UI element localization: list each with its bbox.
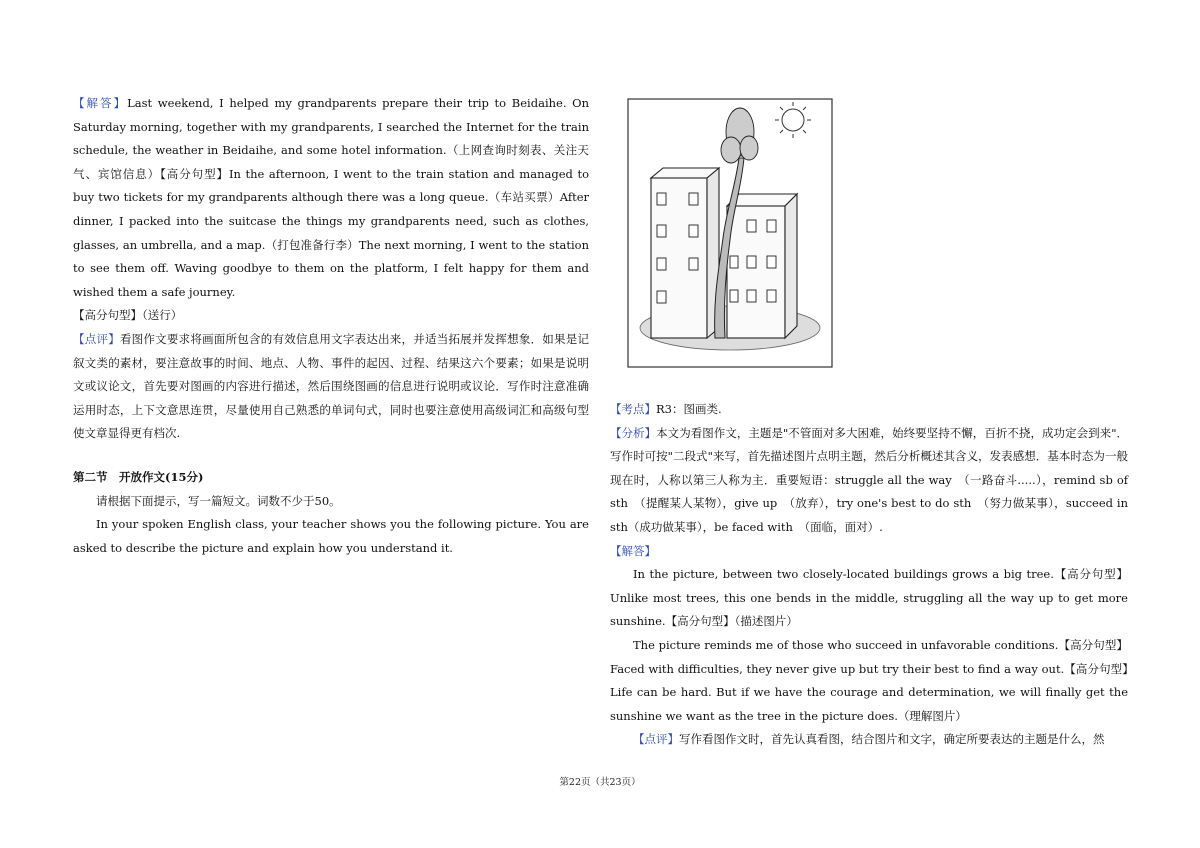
answer-paragraph (73, 92, 589, 304)
left-column (73, 92, 589, 560)
kaodian-text: R3：图画类. (656, 402, 722, 416)
answer-para-1: In the picture, between two closely-located buildings grows a big tree.【高分句型】Unlike most trees, this one bends in the middle, struggling all the way up to get more sunshine.【高分句型】（描述图片） (610, 567, 1128, 629)
answer-tail: 【高分句型】（送行） (73, 308, 183, 323)
tree-buildings-illustration (627, 98, 833, 368)
answer-para-2: The picture reminds me of those who succeed in unfavorable conditions.【高分句型】Faced with difficulties, they never give up but try their best to find a way out.【高分句型】Life can be hard. But if we have the courage and determination, we will finally get the sunshine we want as the tree in the picture does.（理解图片） (610, 637, 1128, 723)
answer-tag: 【解答】 (73, 96, 128, 110)
answer-tag-right: 【解答】 (610, 543, 656, 558)
kaodian-tag: 【考点】 (610, 402, 656, 416)
comment-tag-right: 【点评】 (633, 732, 679, 747)
instruction: 请根据下面提示，写一篇短文。词数不少于50。 (96, 493, 341, 508)
comment-text-right: 写作看图作文时，首先认真看图，结合图片和文字，确定所要表达的主题是什么，然 (679, 732, 1105, 747)
analysis-tag: 【分析】 (610, 425, 657, 440)
writing-prompt: In your spoken English class, your teacher shows you the following picture. You are asked to describe the picture and explain how you understand it. (73, 517, 589, 555)
comment-text: 看图作文要求将画面所包含的有效信息用文字表达出来，并适当拓展并发挥想象．如果是记叙文类的素材，要注意故事的时间、地点、人物、事件的起因、过程、结果这六个要素；如果是说明文或议论文，首先要对图画的内容进行描述，然后围绕图画的信息进行说明或议论．写作时注意准确运用时态，上下文意思连贯，尽量使用自己熟悉的单词句式，同时也要注意使用高级词汇和高级句型使文章显得更有档次. (73, 331, 590, 441)
right-column (610, 398, 1128, 752)
comment-paragraph (73, 328, 589, 446)
kaodian-paragraph (610, 398, 1128, 422)
comment-paragraph-right (610, 728, 1128, 752)
analysis-paragraph (610, 422, 1128, 540)
comment-tag: 【点评】 (73, 331, 120, 346)
answer-text: Last weekend, I helped my grandparents prepare their trip to Beidaihe. On Saturday morning, together with my grandparents, I searched the Internet for the train schedule, the weather in Beidaihe, and some hotel information.（上网查询时刻表、关注天气、宾馆信息）【高分句型】In the afternoon, I went to the train station and managed to buy two tickets for my grandparents although there was a long queue.（车站买票）After dinner, I packed into the suitcase the things my grandparents need, such as clothes, glasses, an umbrella, and a map.（打包准备行李）The next morning, I went to the station to see them off. Waving goodbye to them on the platform, I felt happy for them and wished them a safe journey. (73, 96, 590, 299)
analysis-text: 本文为看图作文，主题是"不管面对多大困难，始终要坚持不懈，百折不挠，成功定会到来"．写作时可按"二段式"来写，首先描述图片点明主题，然后分析概述其含义，发表感想．基本时态为一般现在时，人称以第三人称为主．重要短语：struggle all the way （一路奋斗.....），remind sb of sth （提醒某人某物），give up （放弃），try one's best to do sth （努力做某事），succeed in sth（成功做某事），be faced with （面临，面对）. (610, 425, 1129, 534)
page-number: 第22页（共23页） (559, 777, 641, 788)
section-title: 第二节 开放作文(15分) (73, 469, 204, 484)
